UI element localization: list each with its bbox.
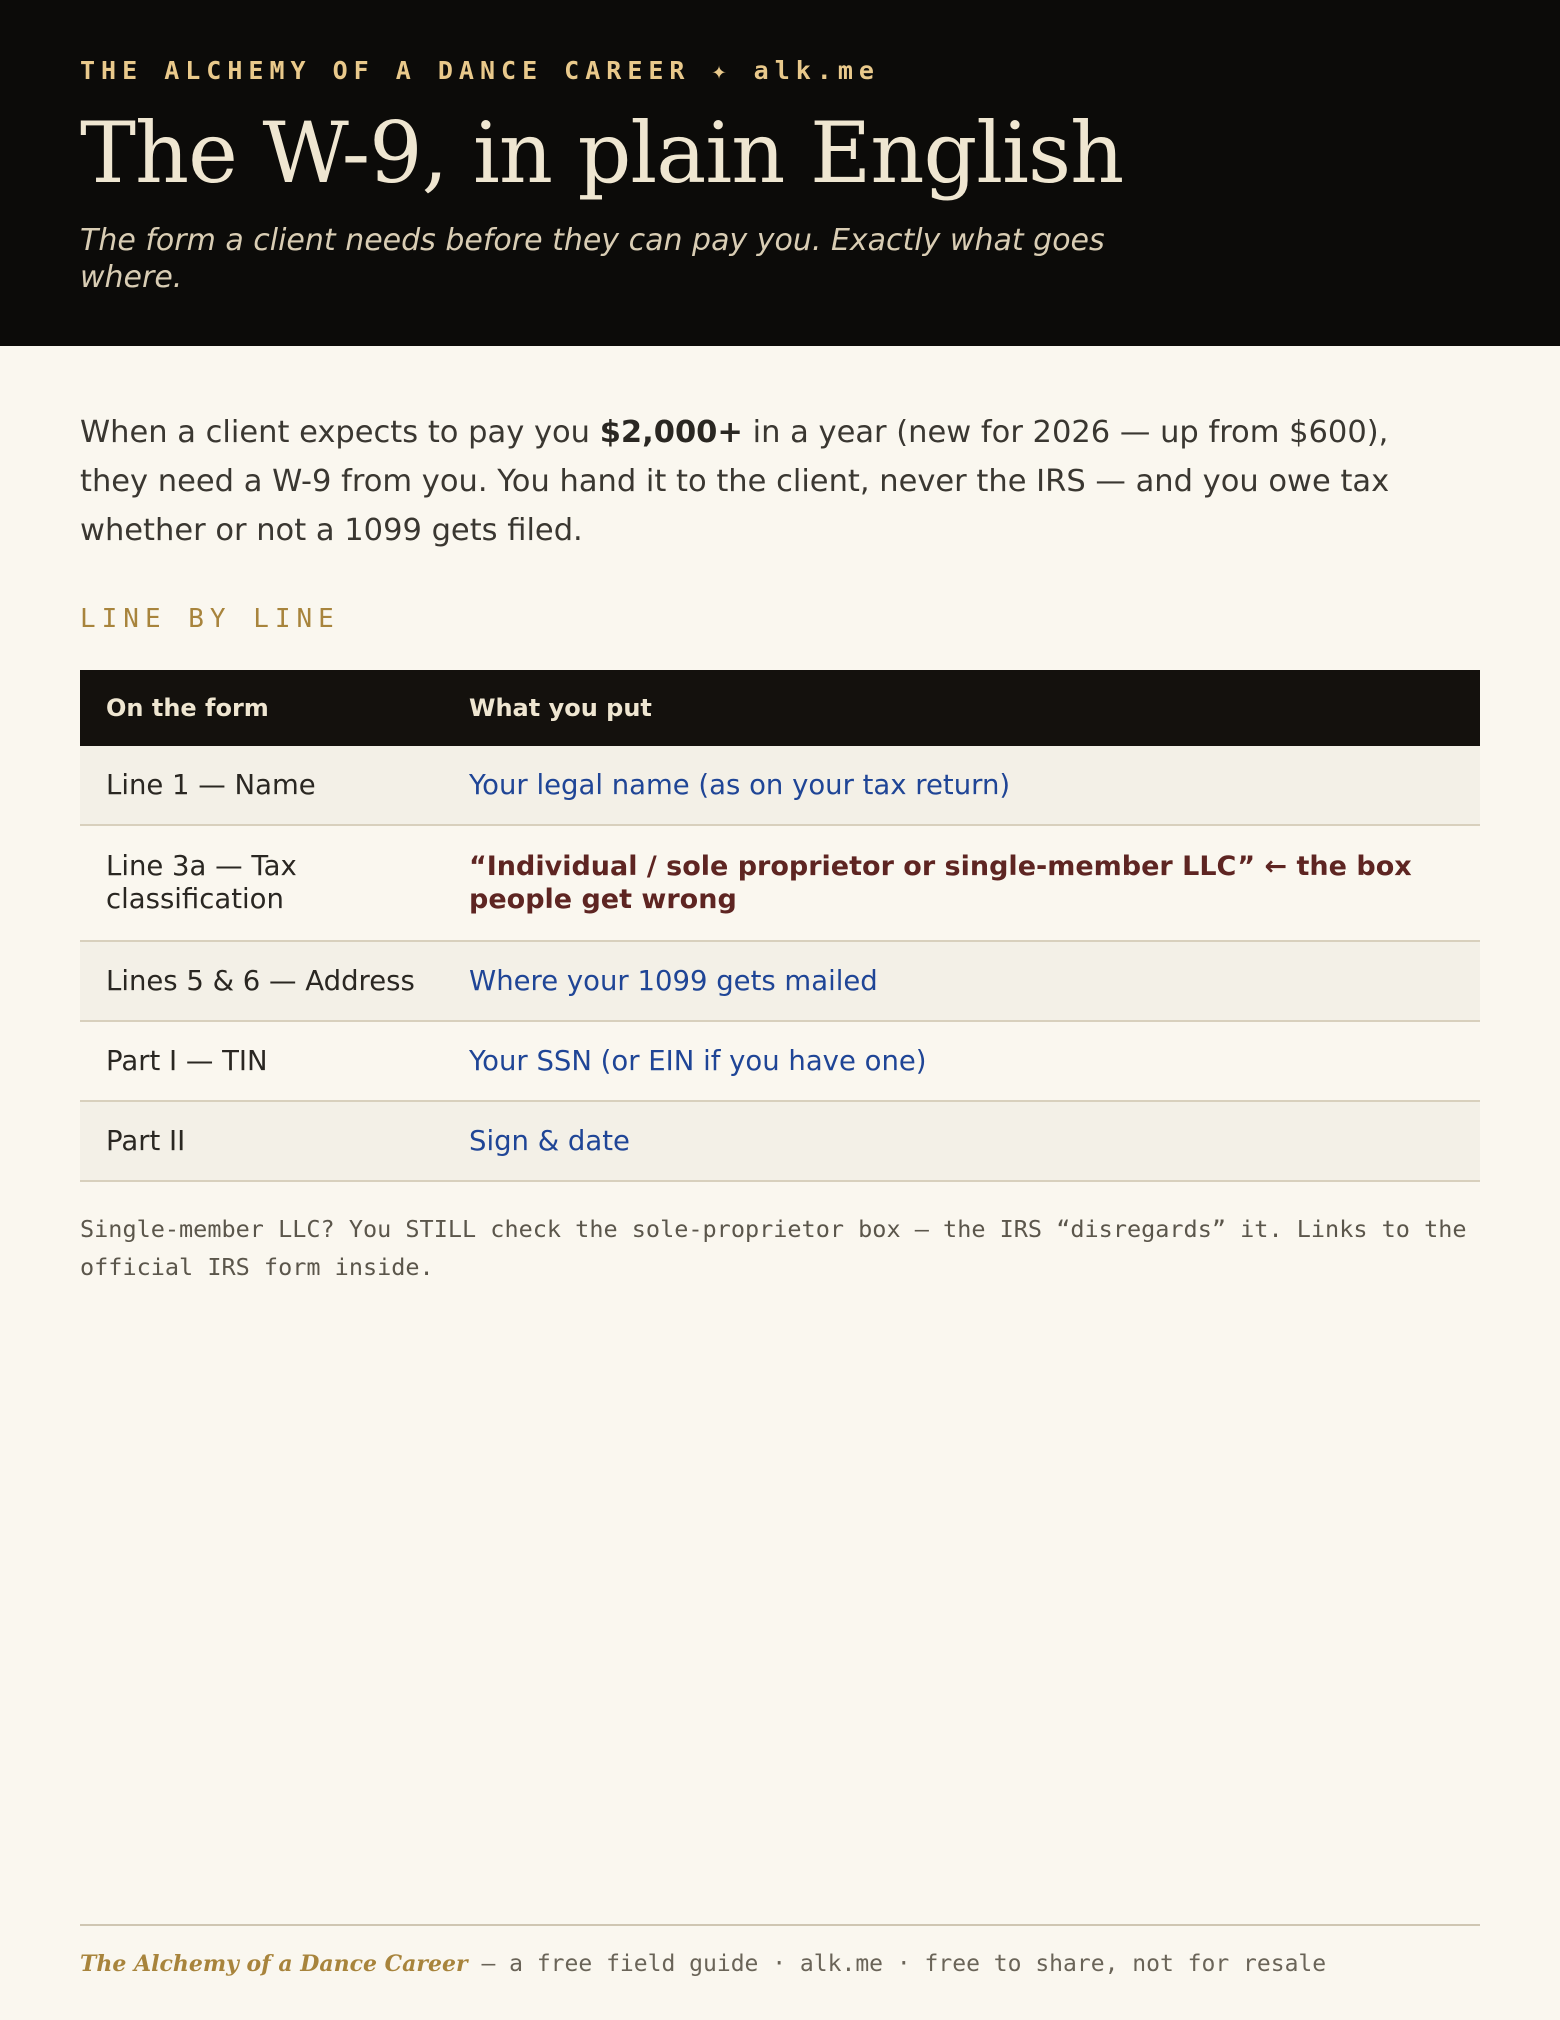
llc-note: Single-member LLC? You STILL check the sole-proprietor box — the IRS “disregards” it. Links to the official IRS form inside. xyxy=(80,1215,1467,1281)
page-title: The W-9, in plain English xyxy=(80,104,1124,202)
answer-cell: Your SSN (or EIN if you have one) xyxy=(469,1044,927,1077)
intro-text-end: in a year (new for 2026 — up from $600), they need a W-9 from you. You hand it to the client, never the IRS — and you owe tax whether or not a 1099 gets filed. xyxy=(80,415,1390,548)
column-header-put: What you put xyxy=(469,694,652,722)
footer-text: — a free field guide · alk.me · free to share, not for resale xyxy=(467,1951,1327,1977)
table-row xyxy=(80,942,1480,1022)
form-line-cell: Part I — TIN xyxy=(106,1044,268,1077)
column-header-form: On the form xyxy=(106,694,269,722)
w9-line-table xyxy=(80,670,1480,1182)
table-row xyxy=(80,746,1480,826)
intro-paragraph xyxy=(80,408,1460,555)
table-row xyxy=(80,1102,1480,1182)
intro-text-start: When a client expects to pay you xyxy=(80,415,600,450)
page-header xyxy=(0,0,1560,346)
table-row xyxy=(80,1022,1480,1102)
form-line-cell: Line 3a — Tax classification xyxy=(106,850,297,915)
footer-brand: The Alchemy of a Dance Career xyxy=(80,1951,468,1977)
header-kicker: THE ALCHEMY OF A DANCE CAREER ✦ alk.me xyxy=(80,56,880,85)
form-line-cell: Lines 5 & 6 — Address xyxy=(106,964,415,997)
form-line-cell: Line 1 — Name xyxy=(106,768,316,801)
answer-cell: Where your 1099 gets mailed xyxy=(469,964,878,997)
footer-divider xyxy=(80,1924,1480,1926)
answer-cell: Your legal name (as on your tax return) xyxy=(469,768,1011,801)
page-subtitle: The form a client needs before they can pay you. Exactly what goes where. xyxy=(80,223,1105,295)
section-label: LINE BY LINE xyxy=(80,604,340,634)
table-row xyxy=(80,826,1480,942)
table-header-row xyxy=(80,670,1480,746)
answer-cell: Sign & date xyxy=(469,1124,630,1157)
form-line-cell: Part II xyxy=(106,1124,186,1157)
intro-threshold-amount: $2,000+ xyxy=(599,415,743,450)
warning-answer-cell: “Individual / sole proprietor or single-member LLC” ← the box people get wrong xyxy=(469,851,1412,915)
page-footer xyxy=(80,1951,1326,1977)
